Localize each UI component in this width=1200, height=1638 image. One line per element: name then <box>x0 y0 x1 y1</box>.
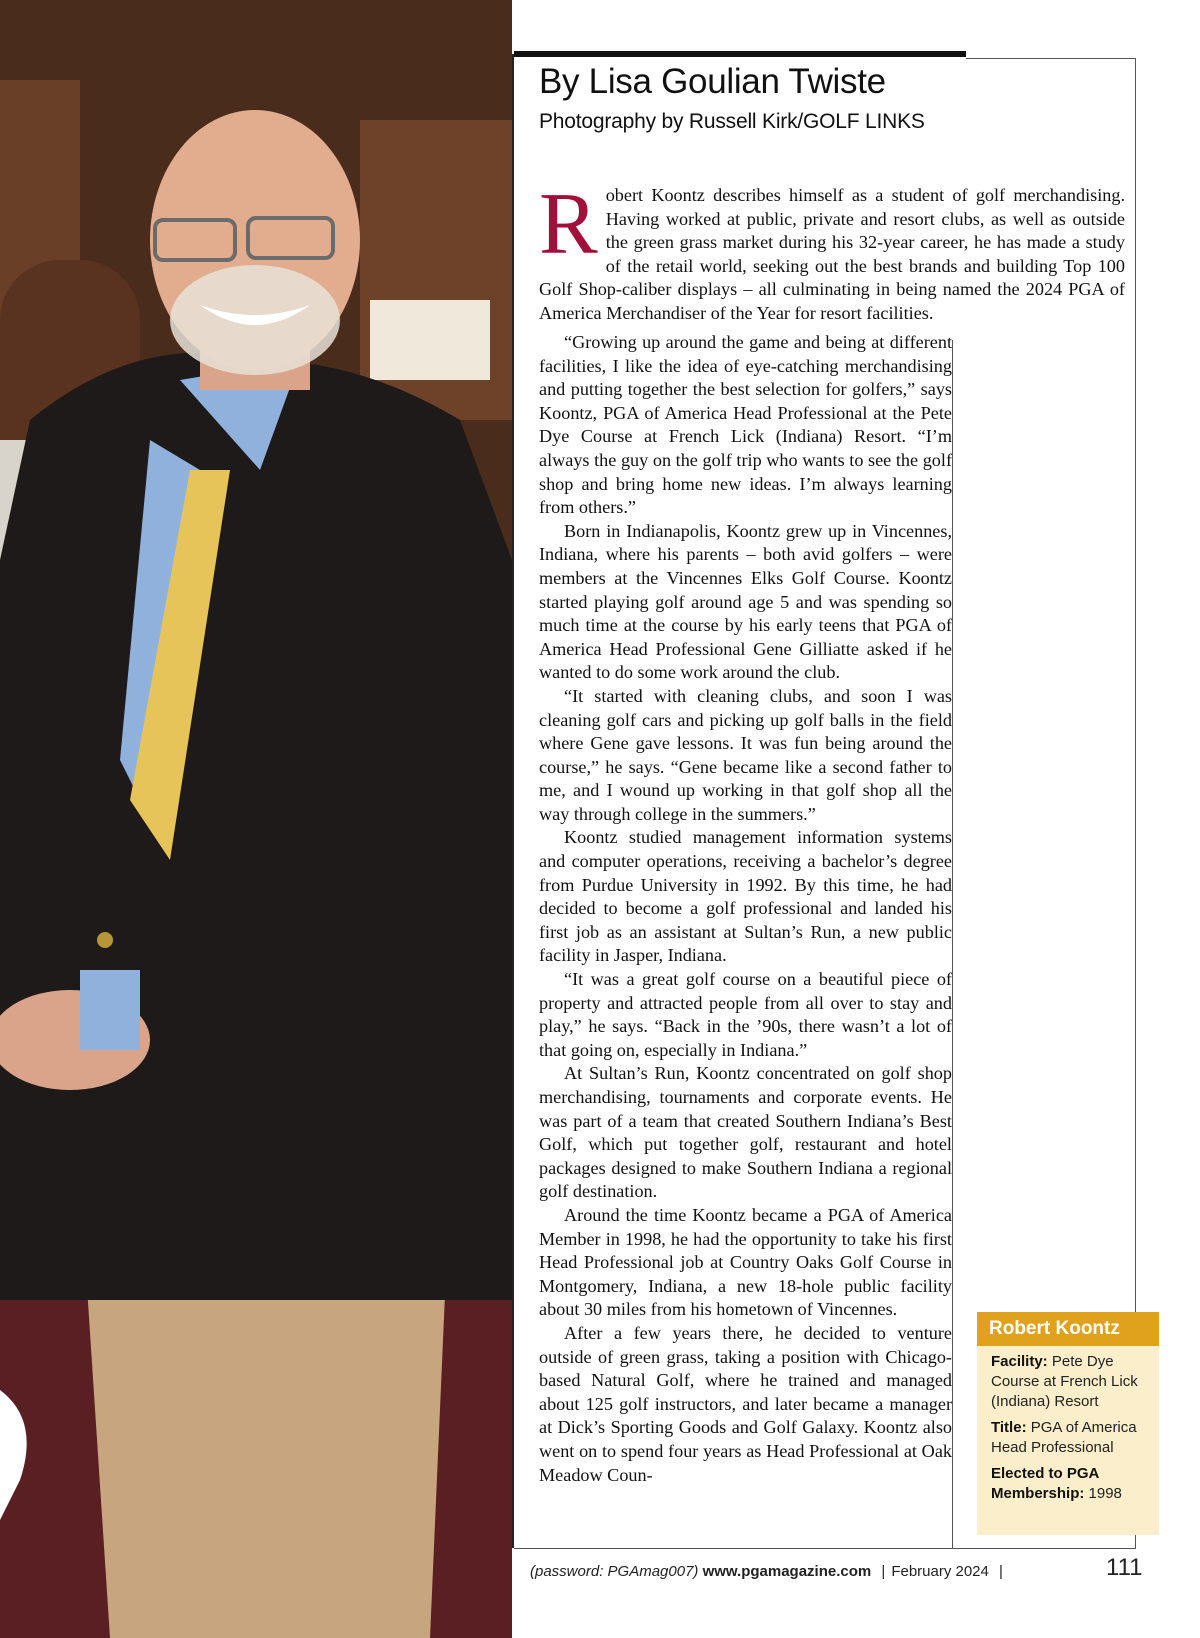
paragraph: After a few years there, he decided to venture outside of green grass, taking a position with Chicago-based Natural Golf, where he trained and managed about 125 golf instructors, and later became a manager at Dick’s Sporting Goods and Golf Galaxy. Koontz also went on to spend four years as Head Professional at Oak Meadow Coun- <box>539 1322 952 1485</box>
footer-password: (password: PGAmag007) <box>530 1563 699 1580</box>
title-value: PGA of America Head Professional <box>991 1419 1137 1456</box>
column-rule <box>952 340 953 1548</box>
page-number: 111 <box>1106 1554 1143 1581</box>
footer-separator-2: | <box>999 1563 1003 1580</box>
paragraph: “Growing up around the game and being at different facilities, I like the idea of eye-catching merchandising and putting together the best selection for golfers,” says Koontz, PGA of America Head Professional at the Pete Dye Course at French Lick (Indiana) Resort. “I’m always the guy on the golf trip who wants to see the golf shop and bring home new ideas. I’m always learning from others.” <box>539 332 952 518</box>
lead-text: obert Koontz describes himself as a student of golf merchandising. Having worked at public, private and resort clubs, as well as outside the green grass market during his 32-year career, he has made a study of the retail world, seeking out the best brands and building Top 100 Golf Shop-caliber displays – all culminating in being named the 2024 PGA of America Merchandiser of the Year for resort facilities. <box>539 185 1125 323</box>
paragraph: At Sultan’s Run, Koontz concentrated on golf shop merchandising, tournaments and corporate events. He was part of a team that created Southern Indiana’s Best Golf, which put together golf, restaurant and hotel packages designed to make Southern Indiana a regional golf destination. <box>539 1063 952 1202</box>
paragraph: “It started with cleaning clubs, and soon I was cleaning golf cars and picking up golf balls in the field where Gene gave lessons. It was fun being around the course,” he says. “Gene became like a second father to me, and I wound up working in that golf shop all the way through college in the summers.” <box>539 685 952 824</box>
footer-website-link[interactable]: www.pgamagazine.com <box>702 1563 872 1580</box>
facility-value: Pete Dye Course at French Lick (Indiana) Resort <box>991 1353 1138 1410</box>
facility-item <box>991 1352 1149 1412</box>
sidebar-name: Robert Koontz <box>977 1312 1159 1346</box>
lead-paragraph <box>539 176 1125 326</box>
title-label: Title: <box>991 1419 1027 1436</box>
profile-sidebar <box>977 1312 1159 1535</box>
paragraph: Born in Indianapolis, Koontz grew up in Vincennes, Indiana, where his parents – both avid golfers – were members at the Vincennes Elks Golf Course. Koontz started playing golf around age 5 and was spending so much time at the course by his early teens that PGA of America Head Professional Gene Gilliatte asked if he wanted to do some work around the club. <box>539 520 952 683</box>
elected-label: Elected to PGA Membership: <box>991 1465 1099 1502</box>
paragraph: “It was a great golf course on a beautiful piece of property and attracted people from all over to stay and play,” he says. “Back in the ’90s, there wasn’t a lot of that going on, especially in Indiana.” <box>539 969 952 1060</box>
sidebar-details <box>977 1346 1159 1504</box>
page-left-rule <box>512 54 514 1548</box>
byline: By Lisa Goulian Twiste <box>539 62 886 101</box>
page-footer <box>530 1563 1009 1580</box>
drop-cap: R <box>539 176 598 273</box>
facility-label: Facility: <box>991 1353 1048 1370</box>
title-item <box>991 1418 1149 1458</box>
frame-top-line <box>966 58 1136 59</box>
portrait-photo <box>0 0 512 1638</box>
top-rule <box>514 51 966 57</box>
paragraph: Around the time Koontz became a PGA of America Member in 1998, he had the opportunity to take his first Head Professional job at Country Oaks Golf Course in Montgomery, Indiana, a new 18-hole public facility about 30 miles from his hometown of Vincennes. <box>539 1204 952 1320</box>
frame-bottom-line <box>514 1548 1136 1549</box>
elected-item <box>991 1464 1149 1504</box>
portrait-illustration <box>0 0 512 1638</box>
footer-separator: | <box>881 1563 886 1580</box>
photo-credit: Photography by Russell Kirk/GOLF LINKS <box>539 110 925 133</box>
paragraph: Koontz studied management information systems and computer operations, receiving a bachelor’s degree from Purdue University in 1992. By this time, he had decided to become a golf professional and landed his first job as an assistant at Sultan’s Run, a new public facility in Jasper, Indiana. <box>539 827 952 966</box>
elected-value: 1998 <box>1084 1485 1122 1502</box>
footer-date: February 2024 <box>891 1563 989 1580</box>
article-body <box>539 331 952 1487</box>
